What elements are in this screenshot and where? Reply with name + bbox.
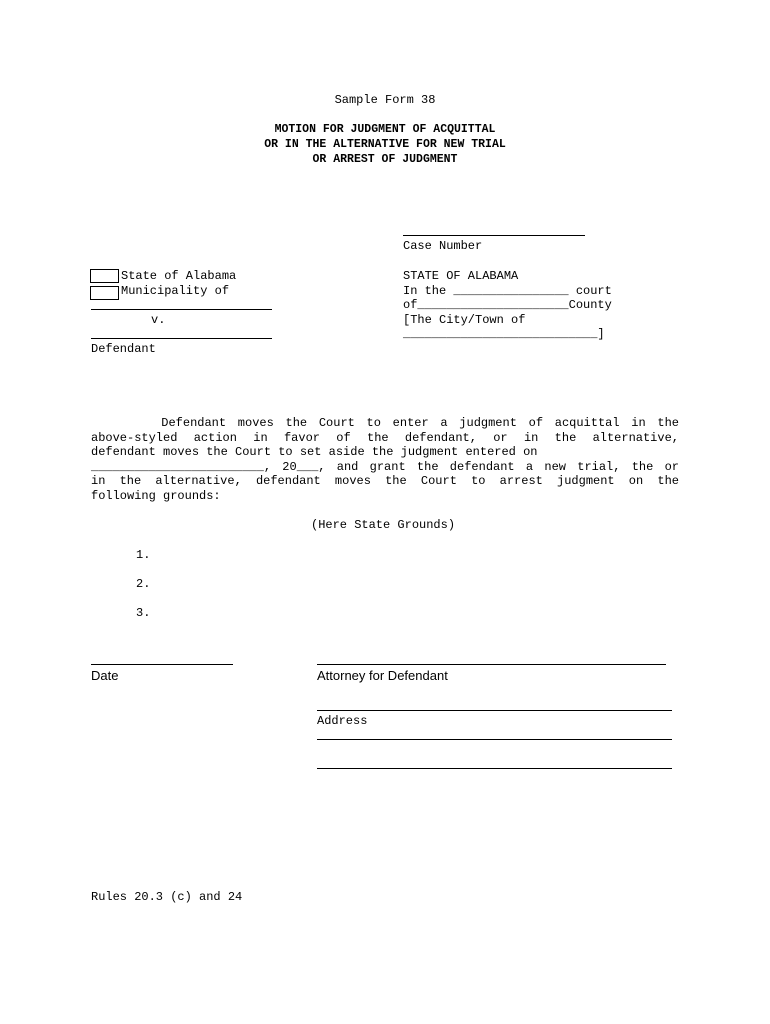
city-town-close-line: ___________________________] bbox=[403, 327, 605, 341]
municipality-checkbox[interactable] bbox=[90, 286, 119, 300]
title-line-2: OR IN THE ALTERNATIVE FOR NEW TRIAL bbox=[264, 138, 506, 151]
rules-reference: Rules 20.3 (c) and 24 bbox=[91, 890, 243, 904]
ground-item-3: 3. bbox=[136, 606, 151, 620]
case-number-line[interactable] bbox=[403, 235, 585, 236]
title-line-3: OR ARREST OF JUDGMENT bbox=[312, 153, 458, 166]
municipality-checkbox-label: Municipality of bbox=[121, 284, 230, 298]
motion-paragraph bbox=[91, 416, 679, 504]
attorney-label: Attorney for Defendant bbox=[317, 668, 448, 683]
date-line[interactable] bbox=[91, 664, 233, 665]
address-label: Address bbox=[317, 714, 368, 728]
defendant-label: Defendant bbox=[91, 342, 156, 356]
state-checkbox-label: State of Alabama bbox=[121, 269, 237, 283]
state-checkbox[interactable] bbox=[90, 269, 119, 283]
paragraph-line: ________________________, 20___, and grant the defendant a new trial, the or bbox=[91, 459, 679, 474]
attorney-signature-line[interactable] bbox=[317, 664, 666, 665]
case-number-label: Case Number bbox=[403, 239, 483, 253]
city-town-line: [The City/Town of bbox=[403, 313, 526, 327]
address-line-2[interactable] bbox=[317, 739, 672, 740]
versus-label: v. bbox=[151, 313, 166, 327]
paragraph-line: above-styled action in favor of the defendant, or in the alternative, bbox=[91, 430, 679, 445]
title-line-1: MOTION FOR JUDGMENT OF ACQUITTAL bbox=[274, 123, 496, 136]
grounds-heading: (Here State Grounds) bbox=[311, 518, 456, 532]
county-line: of_____________________County bbox=[403, 298, 612, 312]
paragraph-line: following grounds: bbox=[91, 488, 221, 503]
address-line-1[interactable] bbox=[317, 710, 672, 711]
paragraph-line: defendant moves the Court to set aside the judgment entered on bbox=[91, 445, 538, 460]
defendant-name-line[interactable] bbox=[91, 338, 272, 339]
ground-item-2: 2. bbox=[136, 577, 151, 591]
form-number: Sample Form 38 bbox=[334, 93, 436, 107]
municipality-name-line[interactable] bbox=[91, 309, 272, 310]
paragraph-line: in the alternative, defendant moves the Court to arrest judgment on the bbox=[91, 474, 679, 489]
address-line-3[interactable] bbox=[317, 768, 672, 769]
ground-item-1: 1. bbox=[136, 548, 151, 562]
court-line: In the ________________ court bbox=[403, 284, 612, 298]
paragraph-line: Defendant moves the Court to enter a judgment of acquittal in the bbox=[91, 416, 679, 430]
state-heading: STATE OF ALABAMA bbox=[403, 269, 519, 283]
date-label: Date bbox=[91, 668, 119, 683]
